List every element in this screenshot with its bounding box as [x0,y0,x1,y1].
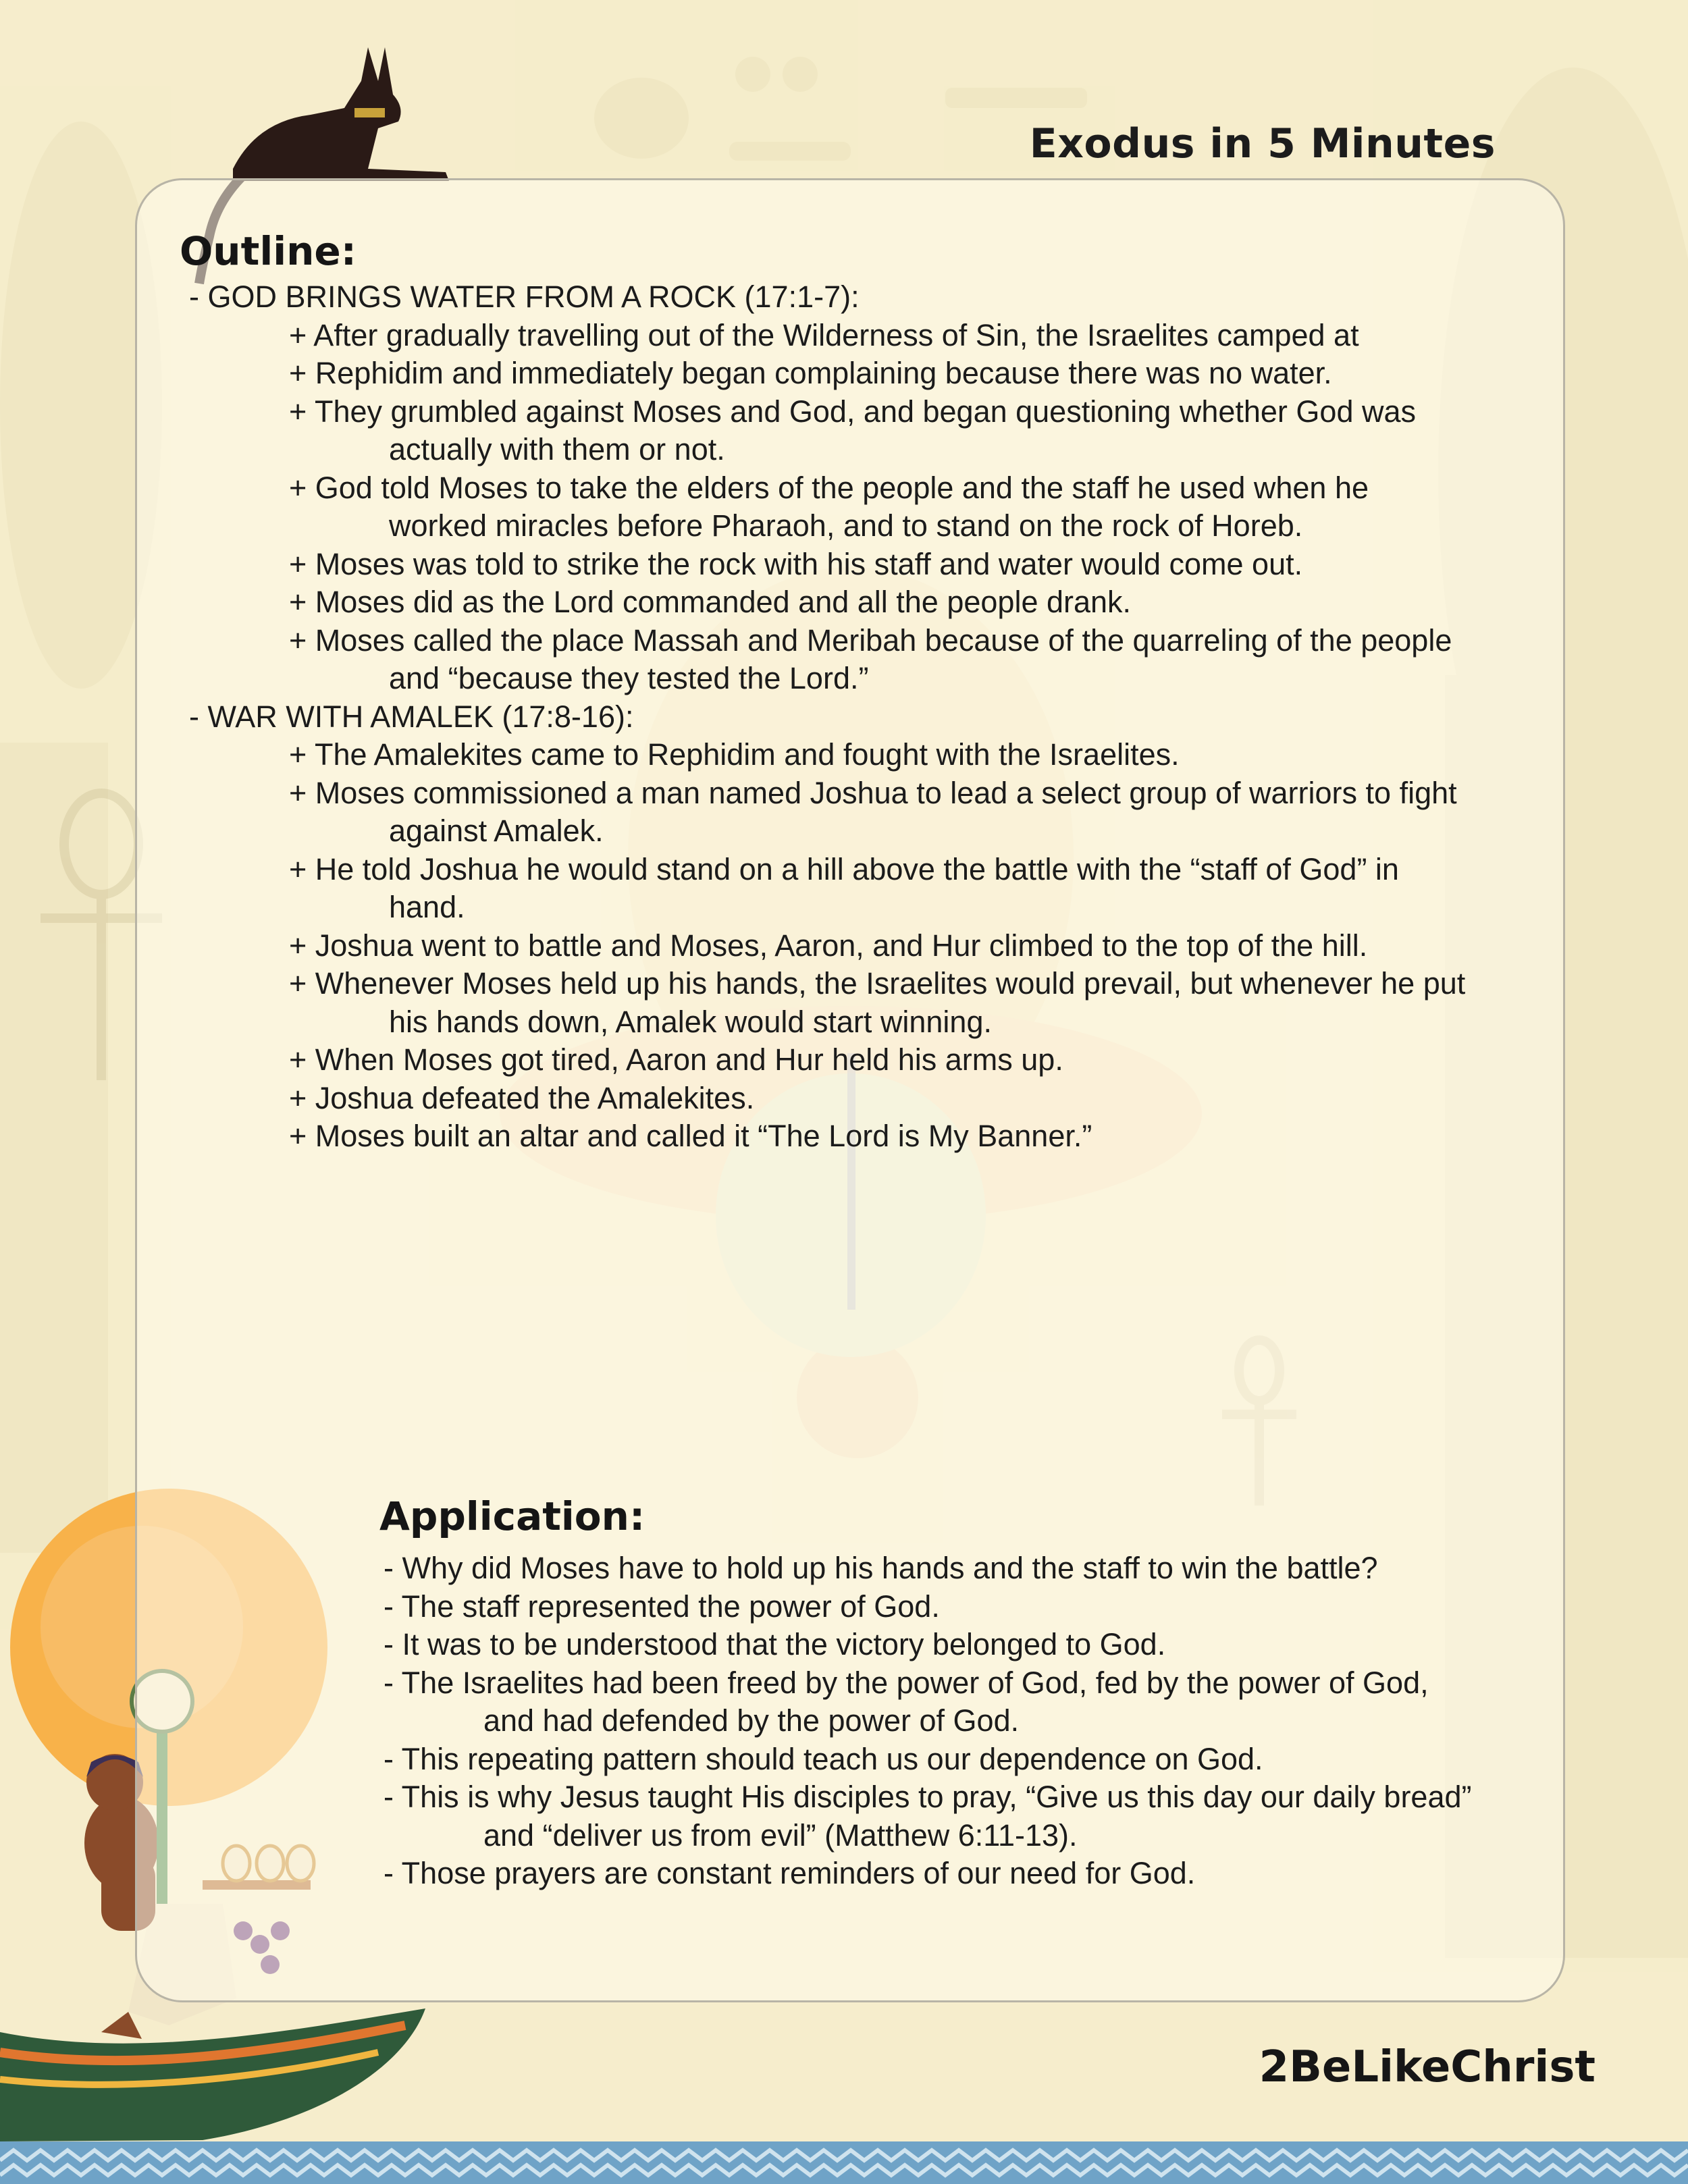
outline-line: + Joshua defeated the Amalekites. [289,1080,755,1115]
footer-brand: 2BeLikeChrist [1259,2042,1595,2092]
outline-line: + God told Moses to take the elders of the people and the staff he used when he [289,470,1369,505]
outline-line: + After gradually travelling out of the Wilderness of Sin, the Israelites camped at [289,317,1359,352]
outline-line: + Whenever Moses held up his hands, the Israelites would prevail, but whenever he put [289,966,1466,1001]
outline-line: + Joshua went to battle and Moses, Aaron, and Hur climbed to the top of the hill. [289,928,1368,963]
outline-line: worked miracles before Pharaoh, and to stand on the rock of Horeb. [389,508,1303,543]
outline-line: actually with them or not. [389,432,725,467]
outline-line: + The Amalekites came to Rephidim and fought with the Israelites. [289,737,1180,772]
outline-line: and “because they tested the Lord.” [389,661,869,695]
outline-heading: Outline: [180,228,357,274]
outline-line: + He told Joshua he would stand on a hill above the battle with the “staff of God” in [289,851,1399,886]
outline-line: + Moses was told to strike the rock with his staff and water would come out. [289,546,1303,581]
application-line: - It was to be understood that the victory belonged to God. [384,1627,1166,1661]
application-heading: Application: [379,1493,645,1539]
application-line: - This repeating pattern should teach us our dependence on God. [384,1741,1263,1776]
outline-line: - GOD BRINGS WATER FROM A ROCK (17:1-7): [189,279,860,314]
outline-line: + Moses commissioned a man named Joshua to lead a select group of warriors to fight [289,775,1457,810]
outline-line: + Moses called the place Massah and Meribah because of the quarreling of the people [289,622,1452,658]
application-line: - Why did Moses have to hold up his hands and the staff to win the battle? [384,1551,1378,1585]
application-line: - This is why Jesus taught His disciples to pray, “Give us this day our daily bread” [384,1780,1472,1814]
outline-line: + They grumbled against Moses and God, and began questioning whether God was [289,394,1416,429]
outline-line: hand. [389,890,465,924]
application-line: - Those prayers are constant reminders of our need for God. [384,1856,1196,1890]
application-list [384,1549,1472,1893]
outline-line: + Moses did as the Lord commanded and all the people drank. [289,585,1132,619]
application-line: and had defended by the power of God. [483,1703,1020,1738]
outline-line: against Amalek. [389,814,604,848]
outline-line: + Moses built an altar and called it “The Lord is My Banner.” [289,1119,1092,1153]
outline-line: + When Moses got tired, Aaron and Hur held his arms up. [289,1042,1063,1077]
page-title: Exodus in 5 Minutes [1029,120,1496,167]
border-band [0,2141,1688,2184]
application-line: - The staff represented the power of God. [384,1589,940,1624]
outline-line: - WAR WITH AMALEK (17:8-16): [189,699,634,734]
application-line: and “deliver us from evil” (Matthew 6:11-13). [483,1817,1078,1853]
outline-line: his hands down, Amalek would start winning. [389,1004,992,1039]
outline-list [189,278,1465,1156]
application-line: - The Israelites had been freed by the power of God, fed by the power of God, [384,1665,1429,1700]
outline-line: + Rephidim and immediately began complaining because there was no water. [289,356,1332,390]
